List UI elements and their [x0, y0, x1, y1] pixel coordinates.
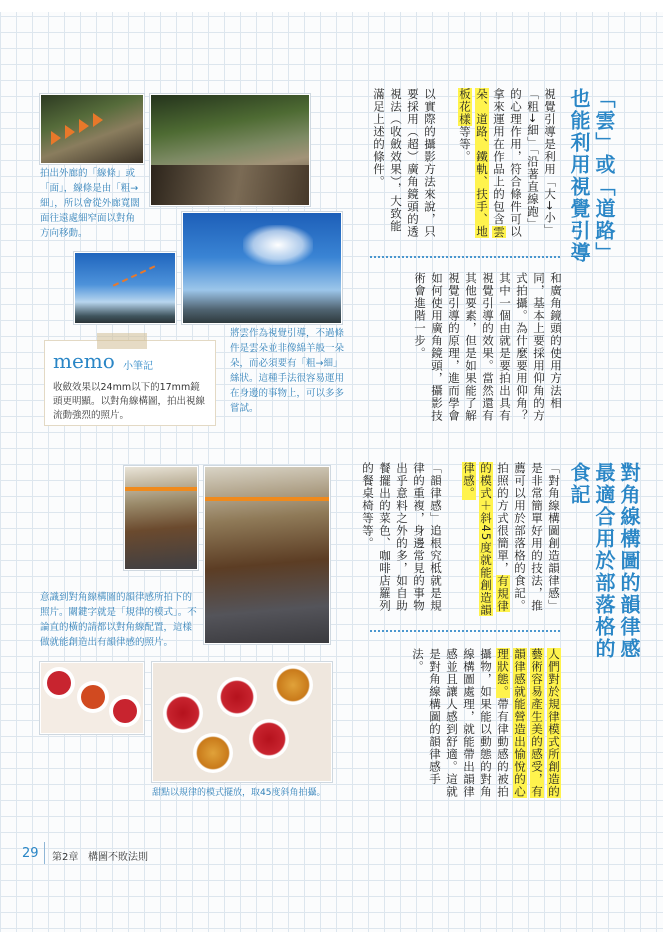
cafe-photo-small	[124, 466, 198, 570]
memo-title: memo	[53, 349, 115, 373]
caption-corridor: 拍出外廊的「線條」或「面」，線條是由「粗→細」，所以會從外廊寬闊面往遠處細窄面以對角方向移動。	[40, 168, 140, 239]
chapter-label: 第2章	[52, 852, 79, 863]
orange-arrow-icon	[65, 125, 75, 139]
memo-card	[44, 340, 216, 426]
page-number: 29	[22, 846, 39, 861]
caption-cafe: 意識到對角線構圖的韻律感所拍下的照片。關鍵字就是「規律的模式」。不論直的橫的請都以對角線配置，這樣做就能創造出有韻律感的照片。	[40, 592, 197, 648]
section1-paragraph-3: 和廣角鏡頭的使用方法相同，基本上要採用仰角的方式拍攝。為什麼要用仰角？其中一個由就是要拍出具有視覺引導的效果。當然還有其他要素，但是如果能了解視覺引導的原理，進而學會如何使用廣角鏡頭，攝影技術會進階一步。	[413, 272, 563, 422]
section2-p1-a: 「對角線構圖創造韻律感」是非常簡單好用的技法，推薦可以用於部落格的食記。	[513, 462, 561, 612]
section1-heading: 「雲」或「道路」也能利用視覺引導	[567, 88, 616, 264]
section1-p1-highlight: 雲朵、道路、鐵軌、扶手、地板花樣	[458, 88, 506, 238]
memo-body: 收斂效果以24mm以下的17mm鏡頭更明顯。以對角線構圖，拍出視線流動強烈的照片。	[53, 382, 206, 421]
caption-clouds: 將雲作為視覺引導，不過條件是雲朵並非像綿羊般一朵朵，而必須要有「粗→細」絲狀。這種手法很容易運用在身邊的事物上，可以多多嘗試。	[230, 328, 345, 414]
section2-heading: 對角線構圖的韻律感最適合用於部落格的食記	[567, 462, 641, 660]
dashed-arrow-icon	[113, 265, 156, 286]
section1-paragraph-2: 以實際的攝影方法來說，只要採用（超）廣角鏡頭的透視法（收斂效果），大致能滿足上述的條件。	[372, 88, 437, 238]
section2-p3-end: 帶有律動感的被拍攝物，如果能以動態的對角線構圖處理，就能帶出韻律感並且讓人感到舒適。這就是對角線構圖的韻律感手法。	[411, 648, 510, 798]
page-top-edge	[0, 0, 663, 12]
section2-p1-b: 拍照的方式很簡單，	[496, 462, 510, 575]
desserts-photo-large	[152, 662, 332, 782]
section2-p1-highlight: 有規律的模式＋斜45度就能創造韻律感。	[462, 462, 510, 617]
section2-paragraph-1	[446, 462, 562, 618]
orange-arrow-icon	[93, 113, 103, 127]
orange-arrow-icon	[51, 131, 61, 145]
section1-p1-end: 等等。	[458, 125, 472, 163]
memo-tape	[97, 333, 147, 349]
section1-p1-text: 視覺引導是利用「大→小」「粗→細」「沿著直線跑」的心理作用，符合條件可以拿來運用在作品上的包含	[492, 88, 557, 238]
section2-paragraph-2: 「韻律感」追根究柢就是規律的重複，身邊常見的事物出乎意料之外的多，如自助餐擺出的菜色、咖啡店羅列的餐桌椅等等。	[361, 462, 443, 612]
corridor-photo-large	[150, 94, 310, 206]
cafe-photo-large	[204, 466, 330, 644]
desserts-photo-small	[40, 662, 144, 734]
chapter-title: 構圖不敗法則	[88, 852, 148, 863]
section2-paragraph-3	[402, 648, 562, 804]
section2-p3-highlight: 人們對於規律模式所創造的藝術容易產生美的感受，有韻律感就能營造出愉悅的心理狀態。	[496, 648, 561, 798]
footer-divider	[44, 842, 45, 864]
orange-arrow-icon	[79, 119, 89, 133]
clouds-photo-large	[182, 212, 342, 324]
section1-divider	[370, 256, 560, 258]
caption-desserts: 甜點以規律的模式擺放，取45度斜角拍攝。	[152, 788, 326, 798]
section1-paragraph-1	[440, 88, 558, 238]
corridor-photo-small	[40, 94, 144, 164]
memo-subtitle: 小筆記	[123, 361, 153, 372]
section2-divider	[370, 630, 560, 632]
clouds-photo-small	[74, 252, 176, 324]
